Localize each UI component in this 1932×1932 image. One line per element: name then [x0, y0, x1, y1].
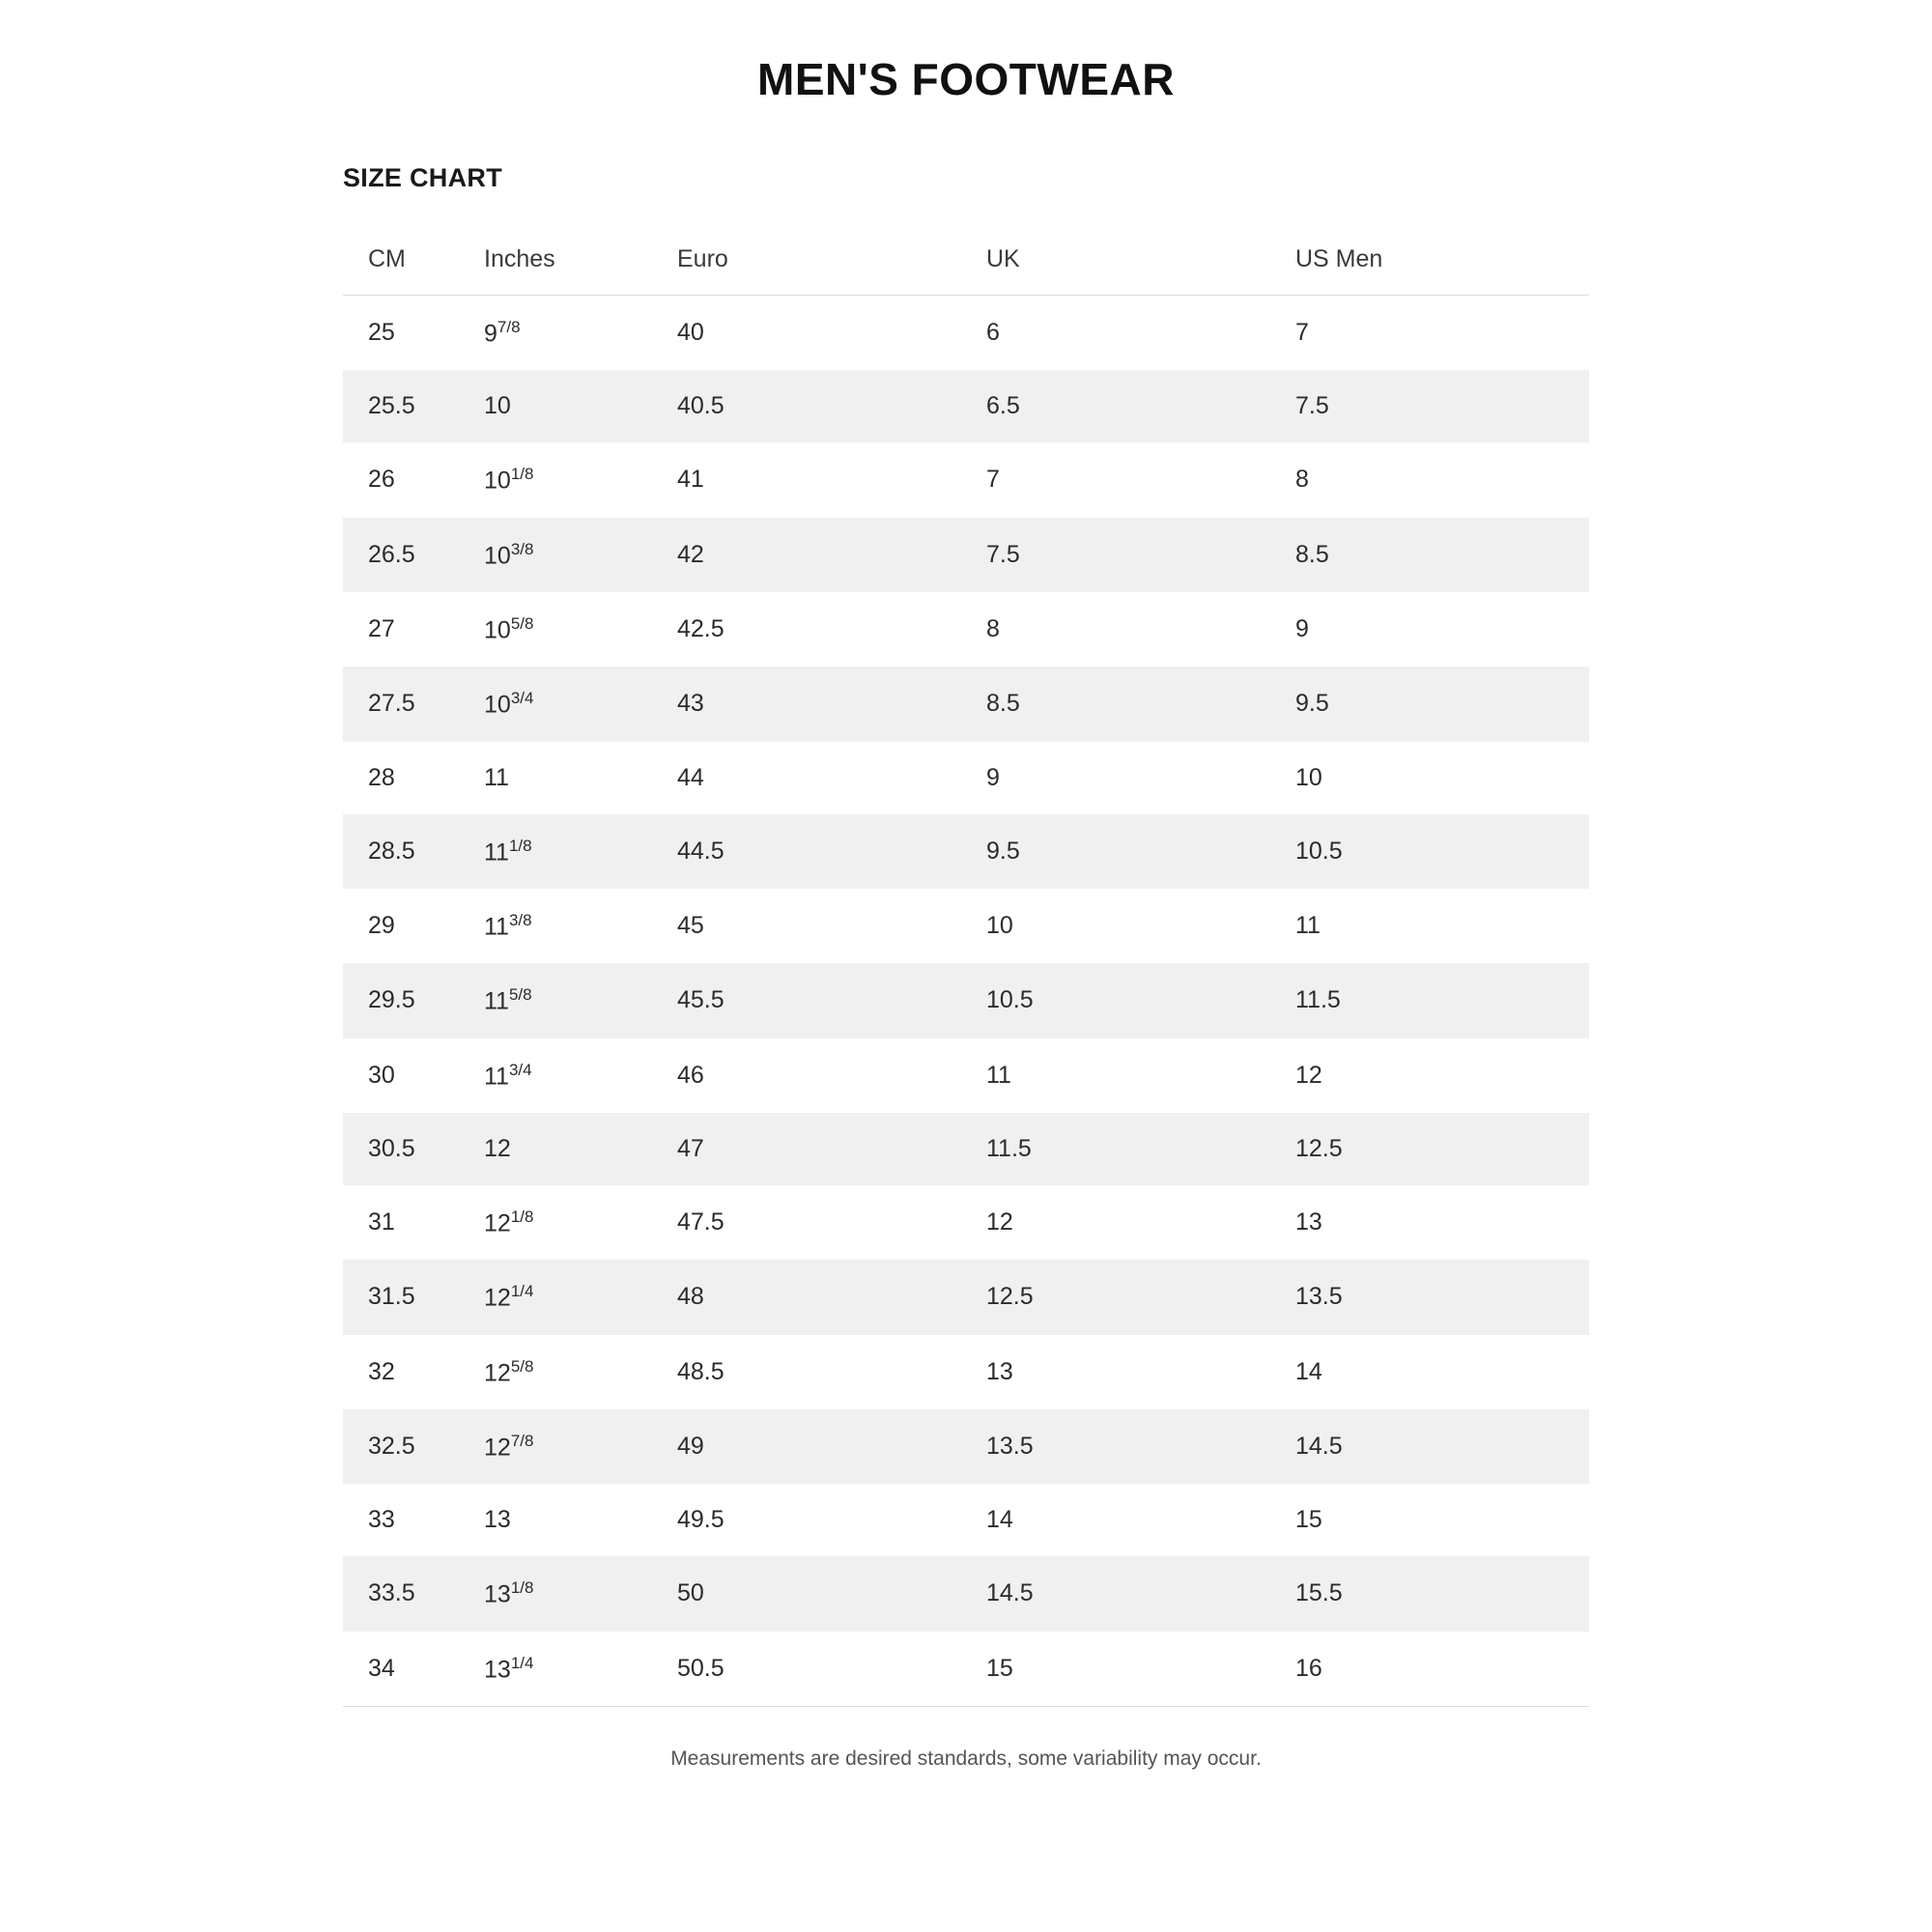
cell-us-men: 9 [1295, 615, 1309, 643]
cell-uk: 14.5 [986, 1579, 1034, 1607]
inches-fraction: 7/8 [497, 318, 521, 336]
cell-cm: 30 [368, 1061, 395, 1089]
cell-euro: 48 [677, 1283, 704, 1311]
cell-uk: 13.5 [986, 1433, 1034, 1461]
cell-uk: 10 [986, 912, 1013, 940]
cell-us-men: 9.5 [1295, 690, 1329, 718]
cell-us-men: 8.5 [1295, 540, 1329, 568]
cell-euro: 43 [677, 690, 704, 718]
inches-fraction: 3/8 [508, 910, 532, 929]
inches-fraction: 5/8 [510, 613, 534, 633]
cell-us-men: 11.5 [1295, 986, 1341, 1014]
cell-inches: $12^{1/8}$ [484, 1207, 534, 1237]
cell-inches: $10^{1/8}$ [484, 465, 534, 495]
inches-fraction: 5/8 [510, 1356, 534, 1376]
cell-cm: 31.5 [368, 1283, 415, 1311]
cell-cm: 29.5 [368, 986, 415, 1014]
cell-uk: 6.5 [986, 392, 1020, 420]
cell-cm: 28 [368, 763, 395, 791]
cell-inches: $13^{1/4}$ [459, 1632, 652, 1707]
cell-us-men: 13 [1295, 1208, 1322, 1236]
cell-uk: 12.5 [986, 1283, 1034, 1311]
cell-euro: 49.5 [677, 1506, 724, 1534]
cell-cm: 26 [368, 466, 395, 494]
cell-inches: $12^{5/8}$ [484, 1356, 534, 1386]
section-heading: SIZE CHART [343, 163, 502, 192]
table-row [343, 814, 1589, 889]
cell-cm: 33.5 [368, 1579, 415, 1607]
cell-uk: 11.5 [986, 1134, 1032, 1162]
cell-uk: 13 [986, 1357, 1013, 1385]
cell-us-men: 13.5 [1295, 1283, 1343, 1311]
table-row [343, 889, 1589, 963]
cell-us-men: 14.5 [1295, 1433, 1343, 1461]
cell-euro: 41 [677, 466, 704, 494]
inches-fraction: 1/8 [508, 836, 532, 855]
cell-inches: $11^{1/8}$ [484, 836, 532, 866]
cell-cm: 33 [368, 1506, 395, 1534]
table-row [343, 963, 1589, 1037]
inches-fraction: 1/8 [510, 465, 534, 484]
cell-cm: 25.5 [368, 392, 415, 420]
cell-euro: 40.5 [677, 392, 724, 420]
table-row [343, 1335, 1589, 1409]
cell-uk: 10.5 [986, 986, 1034, 1014]
table-row [343, 592, 1589, 667]
cell-us-men: 11 [1295, 912, 1321, 940]
cell-us-men: 14 [1295, 1357, 1322, 1385]
cell-inches: 11 [484, 763, 509, 791]
table-row [343, 1556, 1589, 1631]
inches-fraction: 3/4 [508, 1060, 532, 1079]
cell-euro: 50.5 [652, 1632, 961, 1707]
cell-uk: 7 [986, 466, 1000, 494]
inches-fraction: 3/4 [510, 689, 534, 708]
column-header-euro: Euro [652, 232, 961, 296]
cell-cm: 27.5 [368, 690, 415, 718]
table-row [343, 1632, 1589, 1707]
cell-us-men: 8 [1295, 466, 1309, 494]
cell-euro: 42.5 [677, 615, 724, 643]
table-row [343, 1484, 1589, 1556]
cell-euro: 45.5 [677, 986, 724, 1014]
cell-inches: $10^{3/4}$ [484, 689, 534, 719]
cell-inches: $11^{5/8}$ [484, 985, 532, 1015]
cell-inches: 13 [484, 1506, 511, 1534]
cell-us-men: 15.5 [1295, 1579, 1343, 1607]
column-header-cm: CM [343, 232, 459, 296]
cell-uk: 15 [961, 1632, 1270, 1707]
column-header-uk: UK [961, 232, 1270, 296]
inches-fraction: 5/8 [508, 985, 532, 1005]
table-row [343, 1113, 1589, 1185]
cell-us-men: 12 [1295, 1061, 1322, 1089]
cell-euro: 42 [677, 540, 704, 568]
table-row [343, 518, 1589, 592]
size-chart-table [343, 232, 1589, 1707]
cell-us-men: 10 [1295, 763, 1322, 791]
cell-euro: 50 [677, 1579, 704, 1607]
cell-cm: 30.5 [368, 1134, 415, 1162]
inches-fraction: 3/8 [510, 539, 534, 558]
cell-euro: 40 [677, 319, 704, 347]
cell-inches: $10^{3/8}$ [484, 539, 534, 569]
cell-us-men: 12.5 [1295, 1134, 1343, 1162]
table-header [343, 232, 1589, 296]
cell-us-men: 16 [1270, 1632, 1589, 1707]
inches-fraction: 1/8 [510, 1578, 534, 1598]
cell-inches: 12 [484, 1134, 511, 1162]
inches-fraction: 7/8 [510, 1431, 534, 1450]
cell-inches: $12^{7/8}$ [484, 1431, 534, 1462]
cell-us-men: 7.5 [1295, 392, 1329, 420]
column-header-inches: Inches [459, 232, 652, 296]
cell-uk: 8 [986, 615, 1000, 643]
cell-euro: 46 [677, 1061, 704, 1089]
cell-cm: 27 [368, 615, 395, 643]
page-title: MEN'S FOOTWEAR [757, 54, 1175, 104]
table-row [343, 1038, 1589, 1113]
table-row [343, 296, 1589, 371]
cell-cm: 34 [343, 1632, 459, 1707]
column-header-us-men: US Men [1270, 232, 1589, 296]
cell-inches: $13^{1/8}$ [484, 1578, 534, 1608]
cell-uk: 7.5 [986, 540, 1020, 568]
cell-euro: 47 [677, 1134, 704, 1162]
table-row [343, 370, 1589, 442]
cell-uk: 12 [986, 1208, 1013, 1236]
cell-uk: 9 [986, 763, 1000, 791]
cell-cm: 29 [368, 912, 395, 940]
cell-inches: $12^{1/4}$ [484, 1282, 534, 1312]
cell-cm: 31 [368, 1208, 395, 1236]
cell-cm: 32 [368, 1357, 395, 1385]
cell-euro: 44.5 [677, 837, 724, 865]
inches-fraction: 1/8 [510, 1207, 534, 1226]
cell-uk: 9.5 [986, 837, 1020, 865]
cell-inches: $10^{5/8}$ [484, 613, 534, 644]
cell-uk: 8.5 [986, 690, 1020, 718]
table-row [343, 442, 1589, 517]
table-row [343, 1185, 1589, 1260]
cell-uk: 14 [986, 1506, 1013, 1534]
inches-fraction: 1/4 [510, 1282, 534, 1301]
cell-euro: 45 [677, 912, 704, 940]
cell-cm: 28.5 [368, 837, 415, 865]
cell-us-men: 15 [1295, 1506, 1322, 1534]
cell-us-men: 7 [1295, 319, 1309, 347]
cell-inches: $11^{3/8}$ [484, 910, 532, 941]
cell-cm: 32.5 [368, 1433, 415, 1461]
cell-cm: 25 [368, 319, 395, 347]
cell-inches: 10 [484, 392, 511, 420]
cell-cm: 26.5 [368, 540, 415, 568]
table-header-row [343, 232, 1589, 296]
table-row [343, 1409, 1589, 1484]
cell-uk: 6 [986, 319, 1000, 347]
cell-euro: 49 [677, 1433, 704, 1461]
cell-euro: 47.5 [677, 1208, 724, 1236]
cell-euro: 48.5 [677, 1357, 724, 1385]
table-row [343, 1260, 1589, 1334]
cell-inches: $11^{3/4}$ [484, 1060, 532, 1090]
table-body [343, 296, 1589, 1707]
inches-fraction: 1/4 [510, 1653, 534, 1672]
cell-inches: $9^{7/8}$ [484, 318, 521, 348]
table-row [343, 742, 1589, 814]
footnote: Measurements are desired standards, some variability may occur. [670, 1747, 1262, 1770]
cell-uk: 11 [986, 1061, 1011, 1089]
cell-euro: 44 [677, 763, 704, 791]
table-row [343, 667, 1589, 741]
cell-us-men: 10.5 [1295, 837, 1343, 865]
